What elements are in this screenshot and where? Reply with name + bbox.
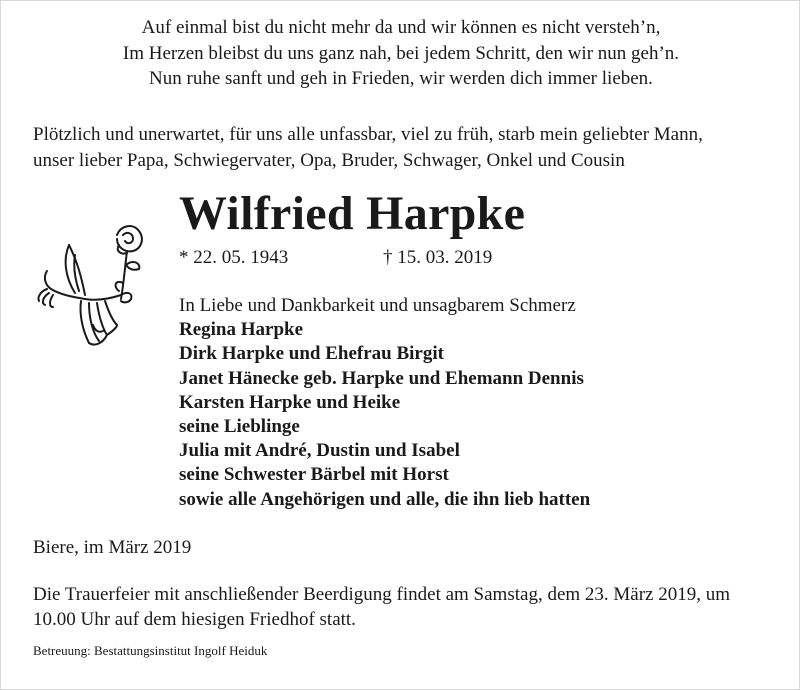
- death-date: † 15. 03. 2019: [383, 247, 493, 268]
- mourner-name: sowie alle Angehörigen und alle, die ihn lieb hatten: [179, 488, 591, 510]
- mourner-name: seine Schwester Bärbel mit Horst: [179, 464, 449, 486]
- poem: [1, 15, 800, 92]
- funeral-service-info: [33, 582, 783, 632]
- service-line: Die Trauerfeier mit anschließender Beerdigung findet am Samstag, dem 23. März 2019, um: [33, 584, 731, 605]
- death-announcement: [33, 122, 783, 174]
- mourners-lead: In Liebe und Dankbarkeit und unsagbarem Schmerz: [179, 295, 576, 316]
- place-date: Biere, im März 2019: [33, 537, 192, 558]
- mourners-list: [179, 294, 590, 512]
- service-line: 10.00 Uhr auf dem hiesigen Friedhof statt.: [33, 609, 356, 630]
- mourner-name: Karsten Harpke und Heike: [179, 391, 401, 413]
- mourner-name: Julia mit André, Dustin und Isabel: [179, 440, 460, 462]
- funeral-home-credit: Betreuung: Bestattungsinstitut Ingolf Heiduk: [33, 643, 268, 658]
- dove-with-rose-icon: [29, 215, 169, 375]
- mourner-name: Dirk Harpke und Ehefrau Birgit: [179, 343, 444, 365]
- mourner-name: seine Lieblinge: [179, 416, 300, 438]
- birth-date: * 22. 05. 1943: [179, 247, 289, 268]
- mourner-name: Janet Hänecke geb. Harpke und Ehemann Dennis: [179, 367, 584, 389]
- announcement-line: Plötzlich und unerwartet, für uns alle unfassbar, viel zu früh, starb mein geliebter Mann,: [33, 124, 703, 145]
- announcement-line: unser lieber Papa, Schwiegervater, Opa, Bruder, Schwager, Onkel und Cousin: [33, 150, 625, 171]
- poem-line: Auf einmal bist du nicht mehr da und wir können es nicht versteh’n,: [141, 17, 661, 38]
- poem-line: Im Herzen bleibst du uns ganz nah, bei jedem Schritt, den wir nun geh’n.: [122, 42, 680, 64]
- deceased-name: Wilfried Harpke: [179, 187, 526, 240]
- mourner-name: Regina Harpke: [179, 319, 304, 341]
- poem-line: Nun ruhe sanft und geh in Frieden, wir werden dich immer lieben.: [149, 68, 653, 89]
